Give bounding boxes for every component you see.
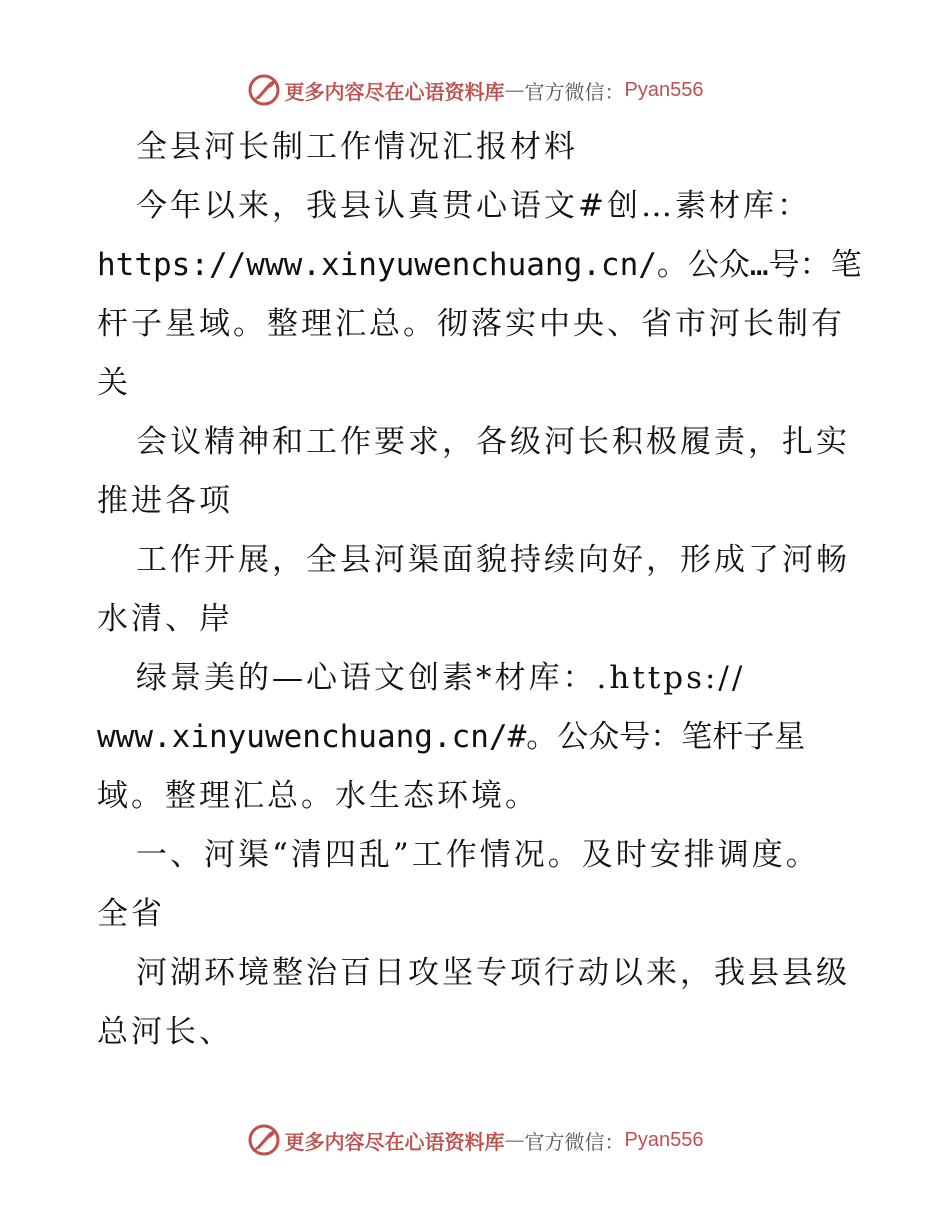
paragraph-line: 域。整理汇总。水生态环境。 [97,778,539,814]
paragraph-line-text: https://www.xinyuwenchuang.cn/。公众…号：笔 [97,247,862,283]
paragraph-line-text: www.xinyuwenchuang.cn/#。公众号：笔杆子星 [97,719,806,755]
paragraph-line: 会议精神和工作要求，各级河长积极履责，扎实 [136,424,850,460]
paragraph-line: 水清、岸 [97,601,233,637]
paragraph-line: 绿景美的—心语文创素*材库：.https:// [136,660,746,696]
banner-main-text: 更多内容尽在心语资料库 [284,1129,505,1154]
paragraph-line: 河湖环境整治百日攻坚专项行动以来，我县县级 [136,955,850,991]
quill-pen-icon [247,73,281,107]
paragraph-line: 杆子星域。整理汇总。彻落实中央、省市河长制有 [97,306,845,342]
paragraph-line: 总河长、 [97,1014,233,1050]
document-title: 全县河长制工作情况汇报材料 [136,129,578,165]
banner-wechat-id: Pyan556 [624,78,704,101]
paragraph-line: 工作开展，全县河渠面貌持续向好，形成了河畅 [136,542,850,578]
banner-dash: — [504,1128,525,1152]
paragraph-line: 关 [97,365,131,401]
document-body [97,118,862,1062]
quill-pen-icon [247,1123,281,1157]
paragraph-line [97,708,857,767]
section-heading-line: 一、河渠“清四乱”工作情况。及时安排调度。 [136,837,820,873]
banner-main-text: 更多内容尽在心语资料库 [284,79,505,104]
paragraph-line: 全省 [97,896,165,932]
footer-watermark-banner [0,1120,950,1160]
banner-wechat-label: 官方微信： [524,79,625,104]
banner-wechat-label: 官方微信： [524,1129,625,1154]
paragraph-line: 今年以来，我县认真贯心语文#创…素材库： [136,188,811,224]
banner-dash: — [504,78,525,102]
header-watermark-banner [0,70,950,110]
banner-wechat-id: Pyan556 [624,1128,704,1151]
paragraph-line: 推进各项 [97,483,233,519]
paragraph-line [97,236,862,295]
